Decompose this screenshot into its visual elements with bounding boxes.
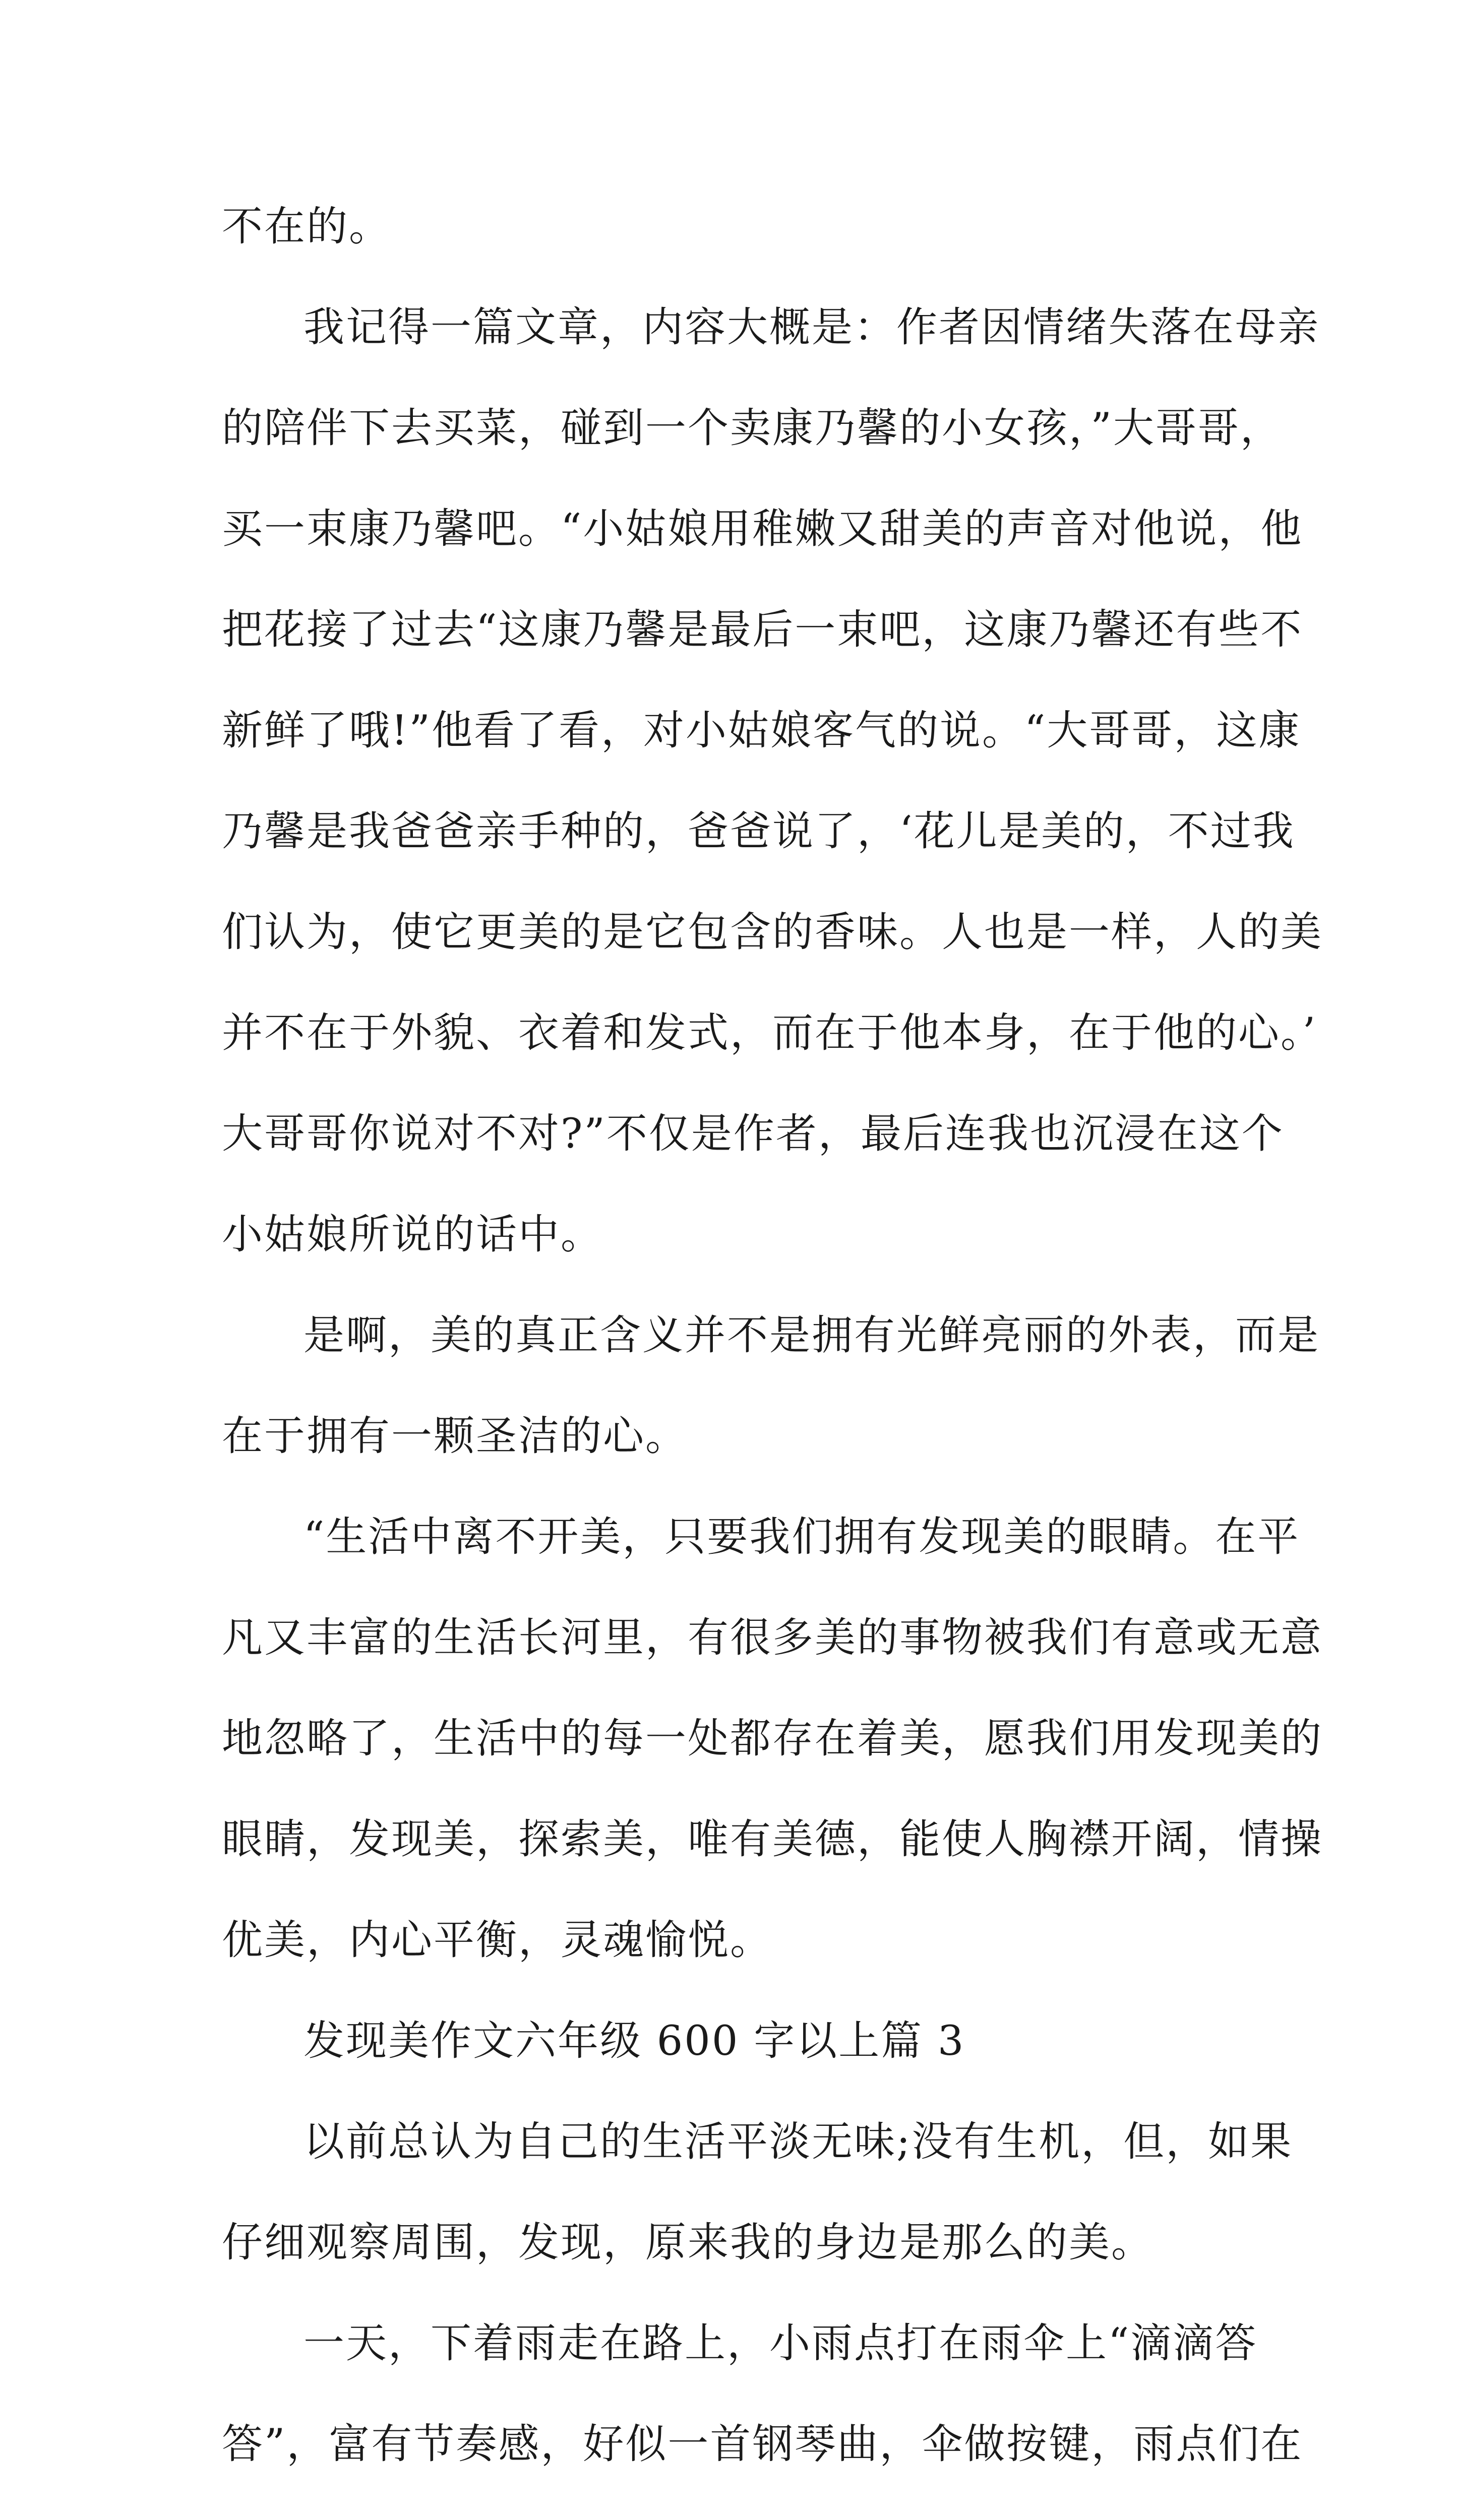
text-line: 优美，内心平衡，灵魂愉悦。 (222, 1917, 773, 1964)
text-line: 把花接了过去“这康乃馨是最后一束吧，这康乃馨还有些不 (222, 606, 1303, 654)
paragraph-1 (222, 176, 1250, 277)
text-line: 的陪伴下去买菜，碰到一个卖康乃馨的小女孩，”大哥哥， (222, 405, 1283, 452)
paragraph-2 (222, 277, 1323, 1285)
text-line: 答”，富有节奏感，好似一首钢琴曲，伞做按键，雨点们在 (222, 2421, 1303, 2468)
text-line: 发现美作文六年级 600 字以上篇 3 (303, 2018, 965, 2065)
text-line: 凡又丰富的生活长河里，有很多美的事物被我们有意或无意 (222, 1614, 1323, 1662)
paragraph-3 (222, 1285, 1320, 1487)
text-line: 一天，下着雨走在路上，小雨点打在雨伞上“滴滴答 (303, 2320, 1258, 2367)
text-line: 新鲜了哦!”他看了看，对小姑娘客气的说。“大哥哥，这康 (222, 707, 1301, 754)
text-line: 大哥哥你说对不对?”不仅是作者，最后连我也沉浸在这个 (222, 1110, 1284, 1158)
paragraph-4 (222, 1487, 1323, 1991)
text-line: 并不在于外貌、衣着和发式，而在于他本身，在于他的心。’ (222, 1010, 1317, 1057)
text-line: 在于拥有一颗圣洁的心。 (222, 1413, 688, 1460)
paragraph-7 (222, 2293, 1303, 2520)
text-line: 眼睛，发现美，探索美，唯有美德，能使人胸襟开阔，情操 (222, 1816, 1323, 1863)
text-line: 我记得一篇文章，内容大概是：作者因情绪失落在母亲 (303, 304, 1320, 351)
text-line: 小姑娘所说的话中。 (222, 1211, 603, 1258)
text-line (222, 2495, 1250, 2520)
section-heading (222, 1991, 1250, 2092)
text-line: 们认为，使它更美的是它包含的香味。人也是一样，人的美 (222, 909, 1323, 956)
text-line: 以前总认为自己的生活平淡无味;没有生机，但，如果 (303, 2118, 1293, 2166)
text-line: 地忽略了，生活中的每一处都存在着美，愿我们用发现美的 (222, 1715, 1323, 1762)
text-line: 买一束康乃馨吧。“小姑娘用稚嫩又甜美的声音对他说，他 (222, 506, 1303, 553)
document-body (222, 176, 1323, 2520)
text-line: 不在的。 (222, 203, 392, 250)
paragraph-6 (222, 2092, 1293, 2293)
text-line: 是啊，美的真正含义并不是拥有光鲜亮丽的外表，而是 (303, 1312, 1320, 1359)
text-line: “生活中离不开美，只要我们拥有发现美的眼睛。在平 (303, 1514, 1300, 1561)
text-line: 仔细观察周围，发现，原来我的身边是那么的美。 (222, 2219, 1154, 2266)
text-line: 乃馨是我爸爸亲手种的，爸爸说了，‘花儿是美的，不过我 (222, 808, 1295, 855)
